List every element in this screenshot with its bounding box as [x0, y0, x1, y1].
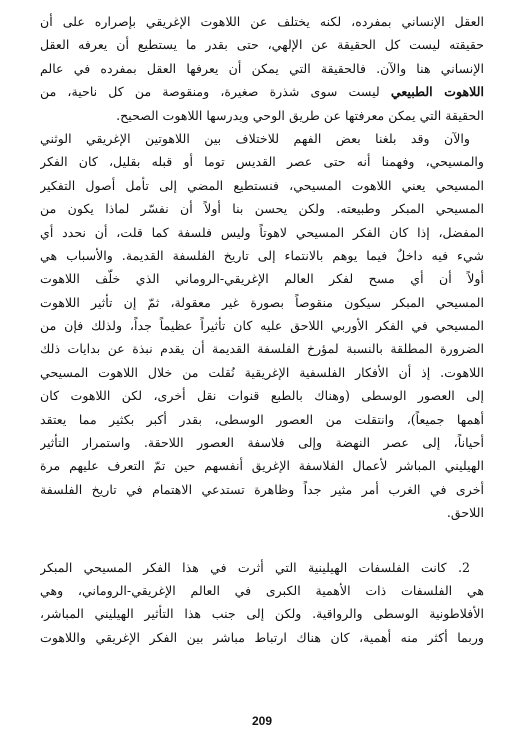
text-line: الإنساني هنا والآن. فالحقيقة التي يمكن أن يعرفها العقل بمفرده في عالم [40, 60, 484, 76]
page-number: 209 [251, 714, 273, 728]
text-line: المسيحي المبكر وطبيعته. ولكن يحسن بنا أولاً أن نفسّر لماذا يكون من [40, 201, 484, 217]
text-line: المسيحي المبكر سيكون منقوصاً بصورة غير معقولة، ثمّ إن تأثير اللاهوت [40, 294, 484, 310]
text-line: أولاً أن أي مسح لفكر العالم الإغريقي-الروماني الذي خلّف اللاهوت [40, 271, 484, 287]
text-line: الضرورة المطلقة بالنسبة لمؤرخ الفلسفة القديمة أن يقدم نبذة عن بدايات ذلك [40, 341, 484, 357]
text-line: وربما أكثر منه أهمية، كان هناك ارتباط مباشر بين الفكر الإغريقي واللاهوت [40, 629, 484, 645]
text-line: المفضل، إذا كان الفكر المسيحي لاهوتاً وليس فلسفة كما قلت، أن نحدد أي [40, 224, 484, 240]
text-line: هي الفلسفات ذات الأهمية الكبرى في العالم الإغريقي-الروماني، وهي [40, 582, 484, 598]
text-line: اللاحق. [446, 505, 484, 521]
text-line [40, 80, 484, 103]
paragraph-gap [40, 525, 484, 556]
text-line: المسيحي يعني اللاهوت المسيحي، فنستطيع المضي إلى تأمل أصول التفكير [40, 177, 484, 193]
text-line: أهمها جميعاً)، وانتقلت من العصور الوسطى، بقدر أكبر بكثير مما يعتقد [40, 411, 484, 427]
text-line: والآن وقد بلغنا بعض الفهم للاختلاف بين اللاهوتين الإغريقي الوثني [40, 130, 470, 146]
text-line: المسيحي في الفكر الأوربي اللاحق عليه كان تأثيراً عظيماً جداً، ولذلك فإن من [40, 318, 484, 334]
text-line: أخرى في الغرب أمر مثير جداً وظاهرة تستدعي الاهتمام في تاريخ الفلسفة [40, 481, 484, 497]
text-line: 2. كانت الفلسفات الهيلينية التي أثرت في هذا الفكر المسيحي المبكر [40, 559, 470, 575]
text-line: حقيقته ليست كل الحقيقة عن الإلهي، حتى بقدر ما يستطيع أن يعرفه العقل [40, 37, 484, 53]
text-line: العقل الإنساني بمفرده، لكنه يختلف عن اللاهوت الإغريقي بإصراره على أن [40, 14, 484, 29]
text-line: إلى العصور الوسطى (وهناك بالطبع قنوات نقل أخرى، لكن اللاهوت كان [40, 388, 484, 404]
page-body [40, 10, 484, 649]
text-line: الحقيقة التي يمكن معرفتها عن طريق الوحي ويدرسها اللاهوت الصحيح. [116, 107, 484, 123]
text-line: أحياناً، إلى عصر النهضة وإلى فلاسفة العصور اللاحقة. واستمرار التأثير [40, 435, 484, 451]
text-line: اللاهوت. إذ أن الأفكار الفلسفية الإغريقية نُقلت من خلال اللاهوت المسيحي [40, 364, 484, 380]
text-line: الهيليني المباشر لأعمال الفلاسفة الإغريق أنفسهم حين تمّ التعرف عليهم مرة [40, 458, 484, 474]
text-line: والمسيحي، وفهمنا أنه حتى عصر القديس توما أو قبله بقليل، كان الفكر [40, 154, 484, 170]
text-run: ليست سوى شذرة صغيرة، ومنقوصة من كل ناحية، من [40, 84, 391, 100]
text-line: شيء فيه داخلٌ فيما يوهم بالانتماء إلى تاريخ الفلسفة القديمة. والأسباب هي [40, 247, 484, 263]
text-line: الأفلاطونية الوسطى والرواقية. ولكن إلى جنب هذا التأثير الهيليني المباشر، [40, 606, 484, 622]
bold-term: اللاهوت الطبيعي [390, 84, 484, 100]
